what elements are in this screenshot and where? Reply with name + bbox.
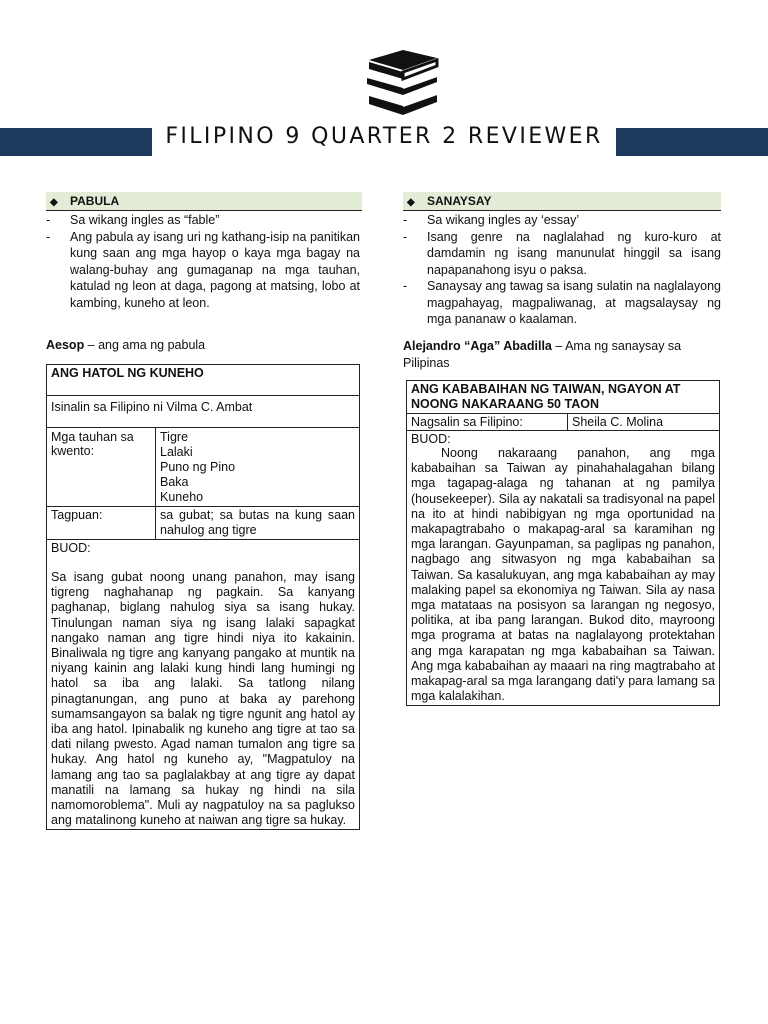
header-bar-right [616,128,768,156]
summary-label: BUOD: [411,432,451,446]
setting-value: sa gubat; sa butas na kung saan nahulog ang tigre [156,507,360,540]
list-item: - Isang genre na naglalahad ng kuro-kuro at damdamin ng isang manunulat hinggil sa isang napapanahong isyu o paksa. [403,229,721,277]
translator-label: Nagsalin sa Filipino: [407,414,568,431]
setting-label: Tagpuan: [47,507,156,540]
story-table-sanaysay [406,380,720,706]
translator-credit: Isinalin sa Filipino ni Vilma C. Ambat [47,396,360,428]
characters-list: Tigre Lalaki Puno ng Pino Baka Kuneho [156,428,360,507]
summary-cell [47,540,360,830]
story-title: ANG KABABAIHAN NG TAIWAN, NGAYON AT NOONG NAKARAANG 50 TAON [407,381,720,414]
story-title: ANG HATOL NG KUNEHO [47,365,360,396]
characters-label: Mga tauhan sa kwento: [47,428,156,507]
summary-cell [407,431,720,706]
section-header-pabula [46,192,362,211]
header-bar-left [0,128,152,156]
section-title: SANAYSAY [427,194,492,208]
story-table-pabula [46,364,360,830]
summary-text: Noong nakaraang panahon, ang mga kababaihan sa Taiwan ay pinahahalagahan bilang mga tagapag-alaga ng tahanan at ng pamilya (housekeeper). Sila ay nakatali sa tradisyonal na papel na ito at hindi nabibigyan ng mga oportunidad na makapagtrabaho o makapag-aral sa karamihan ng mga larangan. Gayunpaman, sa paglipas ng panahon, nagbago ang sitwasyon ng mga kababaihan sa Taiwan. Sa kasalukuyan, ang mga kababaihan ay may malaking papel sa ekonomiya ng Taiwan. Sila ay nasa mga matataas na posisyon sa larangan ng negosyo, politika, at iba pang larangan. Bukod dito, mayroong mga programa at batas na naglalayong protektahan ang mga karapatan ng mga kababaihan sa Taiwan. Ang mga kababaihan ay maaari na ring magtrabaho at makapag-aral sa mga larangang dati'y para lamang sa mga kalalakihan. [411,446,715,704]
books-stack-icon [363,48,441,118]
list-item: - Sa wikang ingles ay ‘essay’ [403,213,580,227]
translator-name: Sheila C. Molina [568,414,720,431]
sanaysay-bullets [403,212,721,328]
author-note-sanaysay: Alejandro “Aga” Abadilla – Ama ng sanaysay sa Pilipinas [403,339,682,370]
list-item: - Ang pabula ay isang uri ng kathang-isip na panitikan kung saan ang mga hayop o kaya mga bagay na walang-buhay ang gumaganap na mga tauhan, katulad ng leon at daga, pagong at matsing, lobo at kambing, kuneho at leon. [46,229,360,310]
page-title: FILIPINO 9 QUARTER 2 REVIEWER [165,124,603,149]
section-header-sanaysay [403,192,721,211]
list-item: - Sanaysay ang tawag sa isang sulatin na naglalayong magpahayag, magpaliwanag, at magsalaysay ng mga pananaw o kaalaman. [403,279,721,326]
pabula-bullets [46,212,360,311]
summary-label: BUOD: [51,541,91,555]
diamond-bullet-icon: ◆ [407,197,415,208]
summary-text: Sa isang gubat noong unang panahon, may isang tigreng naghahanap ng pagkain. Sa kanyang paghanap, biglang nahulog siya sa isang hukay. Tinulungan naman siya ng isang lalaki sapagkat nangako naman ang tigre hindi niya ito kakainin. Binaliwala ng tigre ang kanyang pangako at muntik na niyang kainin ang lalaki kung hindi lang humingi ng hatol sa iba ang lalaki. Sa tatlong nilang pinagtanungan, ang puno at baka ay parehong sumamsangayon sa balak ng tigre ngunit ang hatol ay iba ang hatol. Ipinabalik ng kuneho ang tigre at tao sa dati nilang pwesto. Agad naman tumalon ang tigre sa hukay. Ang hatol ng kuneho ay, "Magpatuloy na lamang ang tao sa paglalakbay at ang tigre ay dapat manatili na lamang sa hukay ng hindi na sila namomoroblema". Muli ay nagpatuloy na sa paglukso ang matalinong kuneho at naiwan ang tigre sa hukay. [51,570,355,828]
diamond-bullet-icon: ◆ [50,197,58,208]
section-title: PABULA [70,194,120,208]
author-note-pabula: Aesop – ang ama ng pabula [46,338,206,352]
list-item: - Sa wikang ingles as “fable” [46,213,220,227]
